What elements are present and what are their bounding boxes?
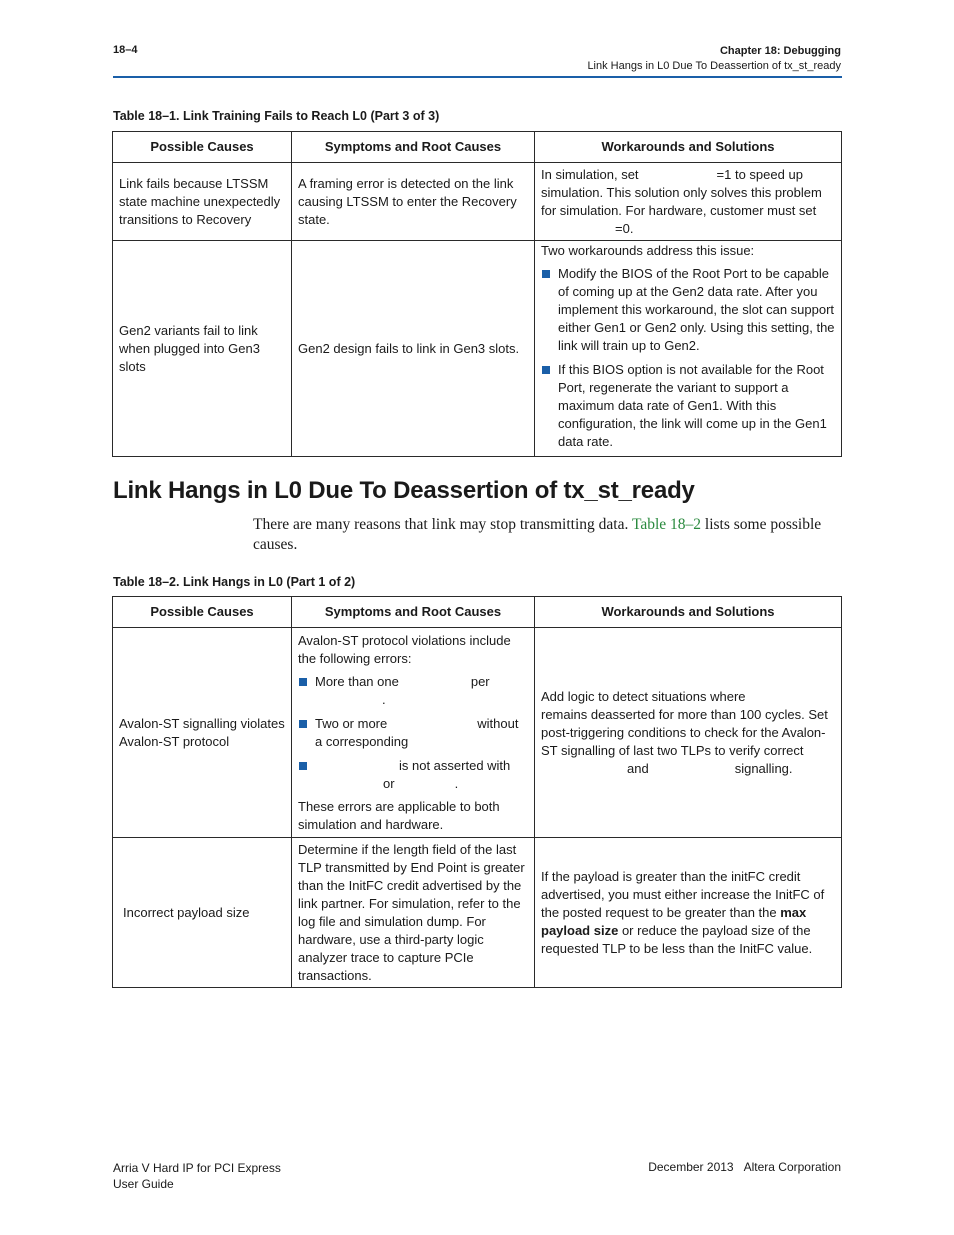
- section-heading: Link Hangs in L0 Due To Deassertion of tx_st_ready: [113, 477, 695, 504]
- cause-cell: Gen2 variants fail to link when plugged into Gen3 slots: [113, 241, 292, 457]
- cause-cell: Link fails because LTSSM state machine unexpectedly transitions to Recovery: [113, 163, 292, 241]
- symptom-cell: Determine if the length field of the last TLP transmitted by End Point is greater than the InitFC credit advertised by the link partner. For simulation, refer to the log file and simulation dump. For hardware, use a third-party logic analyzer trace to capture PCIe transactions.: [292, 838, 535, 988]
- bullet-list: [541, 265, 835, 451]
- table1: [112, 131, 842, 457]
- column-header: Symptoms and Root Causes: [292, 597, 535, 628]
- list-item: More than one per .: [298, 673, 528, 709]
- bullet-list: [298, 673, 528, 793]
- column-header: Symptoms and Root Causes: [292, 132, 535, 163]
- column-header: Workarounds and Solutions: [535, 597, 842, 628]
- table2: [112, 596, 842, 988]
- cause-cell: Avalon-ST signalling violates Avalon-ST protocol: [113, 628, 292, 838]
- solution-cell: Two workarounds address this issue: Modify the BIOS of the Root Port to be capable of coming up at the Gen2 data rate. After you implement this workaround, the slot can support either Gen1 or Gen2 only. Using this setting, the link will train up to Gen2. If this BIOS option is not available for the Root Port, regenerate the variant to support a maximum data rate of Gen1. With this configuration, the link will come up in the Gen1 data rate.: [535, 241, 842, 457]
- column-header: Possible Causes: [113, 132, 292, 163]
- footer-doc-title: Arria V Hard IP for PCI Express User Guide: [113, 1161, 281, 1191]
- solution-cell: If the payload is greater than the initFC credit advertised, you must either increase the InitFC of the posted request to be greater than the max payload size or reduce the payload size of the requested TLP to be less than the InitFC value.: [535, 838, 842, 988]
- running-header: [587, 44, 841, 74]
- table-reference-link[interactable]: Table 18–2: [631, 516, 702, 533]
- table-row: [113, 241, 842, 457]
- solution-cell: In simulation, set =1 to speed up simulation. This solution only solves this problem for simulation. For hardware, customer must set =0.: [535, 163, 842, 241]
- symptom-cell: A framing error is detected on the link causing LTSSM to enter the Recovery state.: [292, 163, 535, 241]
- table1-caption: Table 18–1. Link Training Fails to Reach L0 (Part 3 of 3): [113, 109, 440, 123]
- column-header: Workarounds and Solutions: [535, 132, 842, 163]
- chapter-title: Chapter 18: Debugging: [719, 45, 841, 57]
- footer-date-company: December 2013 Altera Corporation: [648, 1160, 841, 1174]
- column-header: Possible Causes: [113, 597, 292, 628]
- header-rule: [113, 76, 842, 78]
- list-item: Two or more without a corresponding: [298, 715, 528, 751]
- list-item: Modify the BIOS of the Root Port to be capable of coming up at the Gen2 data rate. After you implement this workaround, the slot can support either Gen1 or Gen2 only. Using this setting, the link will train up to Gen2.: [541, 265, 835, 355]
- cause-cell: Incorrect payload size: [113, 838, 292, 988]
- table-header-row: [113, 132, 842, 163]
- table-row: [113, 838, 842, 988]
- list-item: If this BIOS option is not available for the Root Port, regenerate the variant to support a maximum data rate of Gen1. With this configuration, the link will come up in the Gen1 data rate.: [541, 361, 835, 451]
- table2-caption: Table 18–2. Link Hangs in L0 (Part 1 of 2): [113, 575, 356, 589]
- list-item: is not asserted with or .: [298, 757, 528, 793]
- symptom-cell: Avalon-ST protocol violations include the following errors: More than one per . Two or more without a corresponding is not asserted with or . These errors are applicable to both simulation and hardware.: [292, 628, 535, 838]
- page-number: 18–4: [113, 44, 138, 56]
- table-row: [113, 163, 842, 241]
- table-row: [113, 628, 842, 838]
- section-title: Link Hangs in L0 Due To Deassertion of tx_st_ready: [587, 60, 841, 72]
- table-header-row: [113, 597, 842, 628]
- solution-cell: Add logic to detect situations where remains deasserted for more than 100 cycles. Set post-triggering conditions to check for the Avalon-ST signalling of last two TLPs to verify correctand signalling.: [535, 628, 842, 838]
- symptom-cell: Gen2 design fails to link in Gen3 slots.: [292, 241, 535, 457]
- intro-paragraph: There are many reasons that link may stop transmitting data. Table 18–2 lists some possible causes.: [253, 516, 822, 553]
